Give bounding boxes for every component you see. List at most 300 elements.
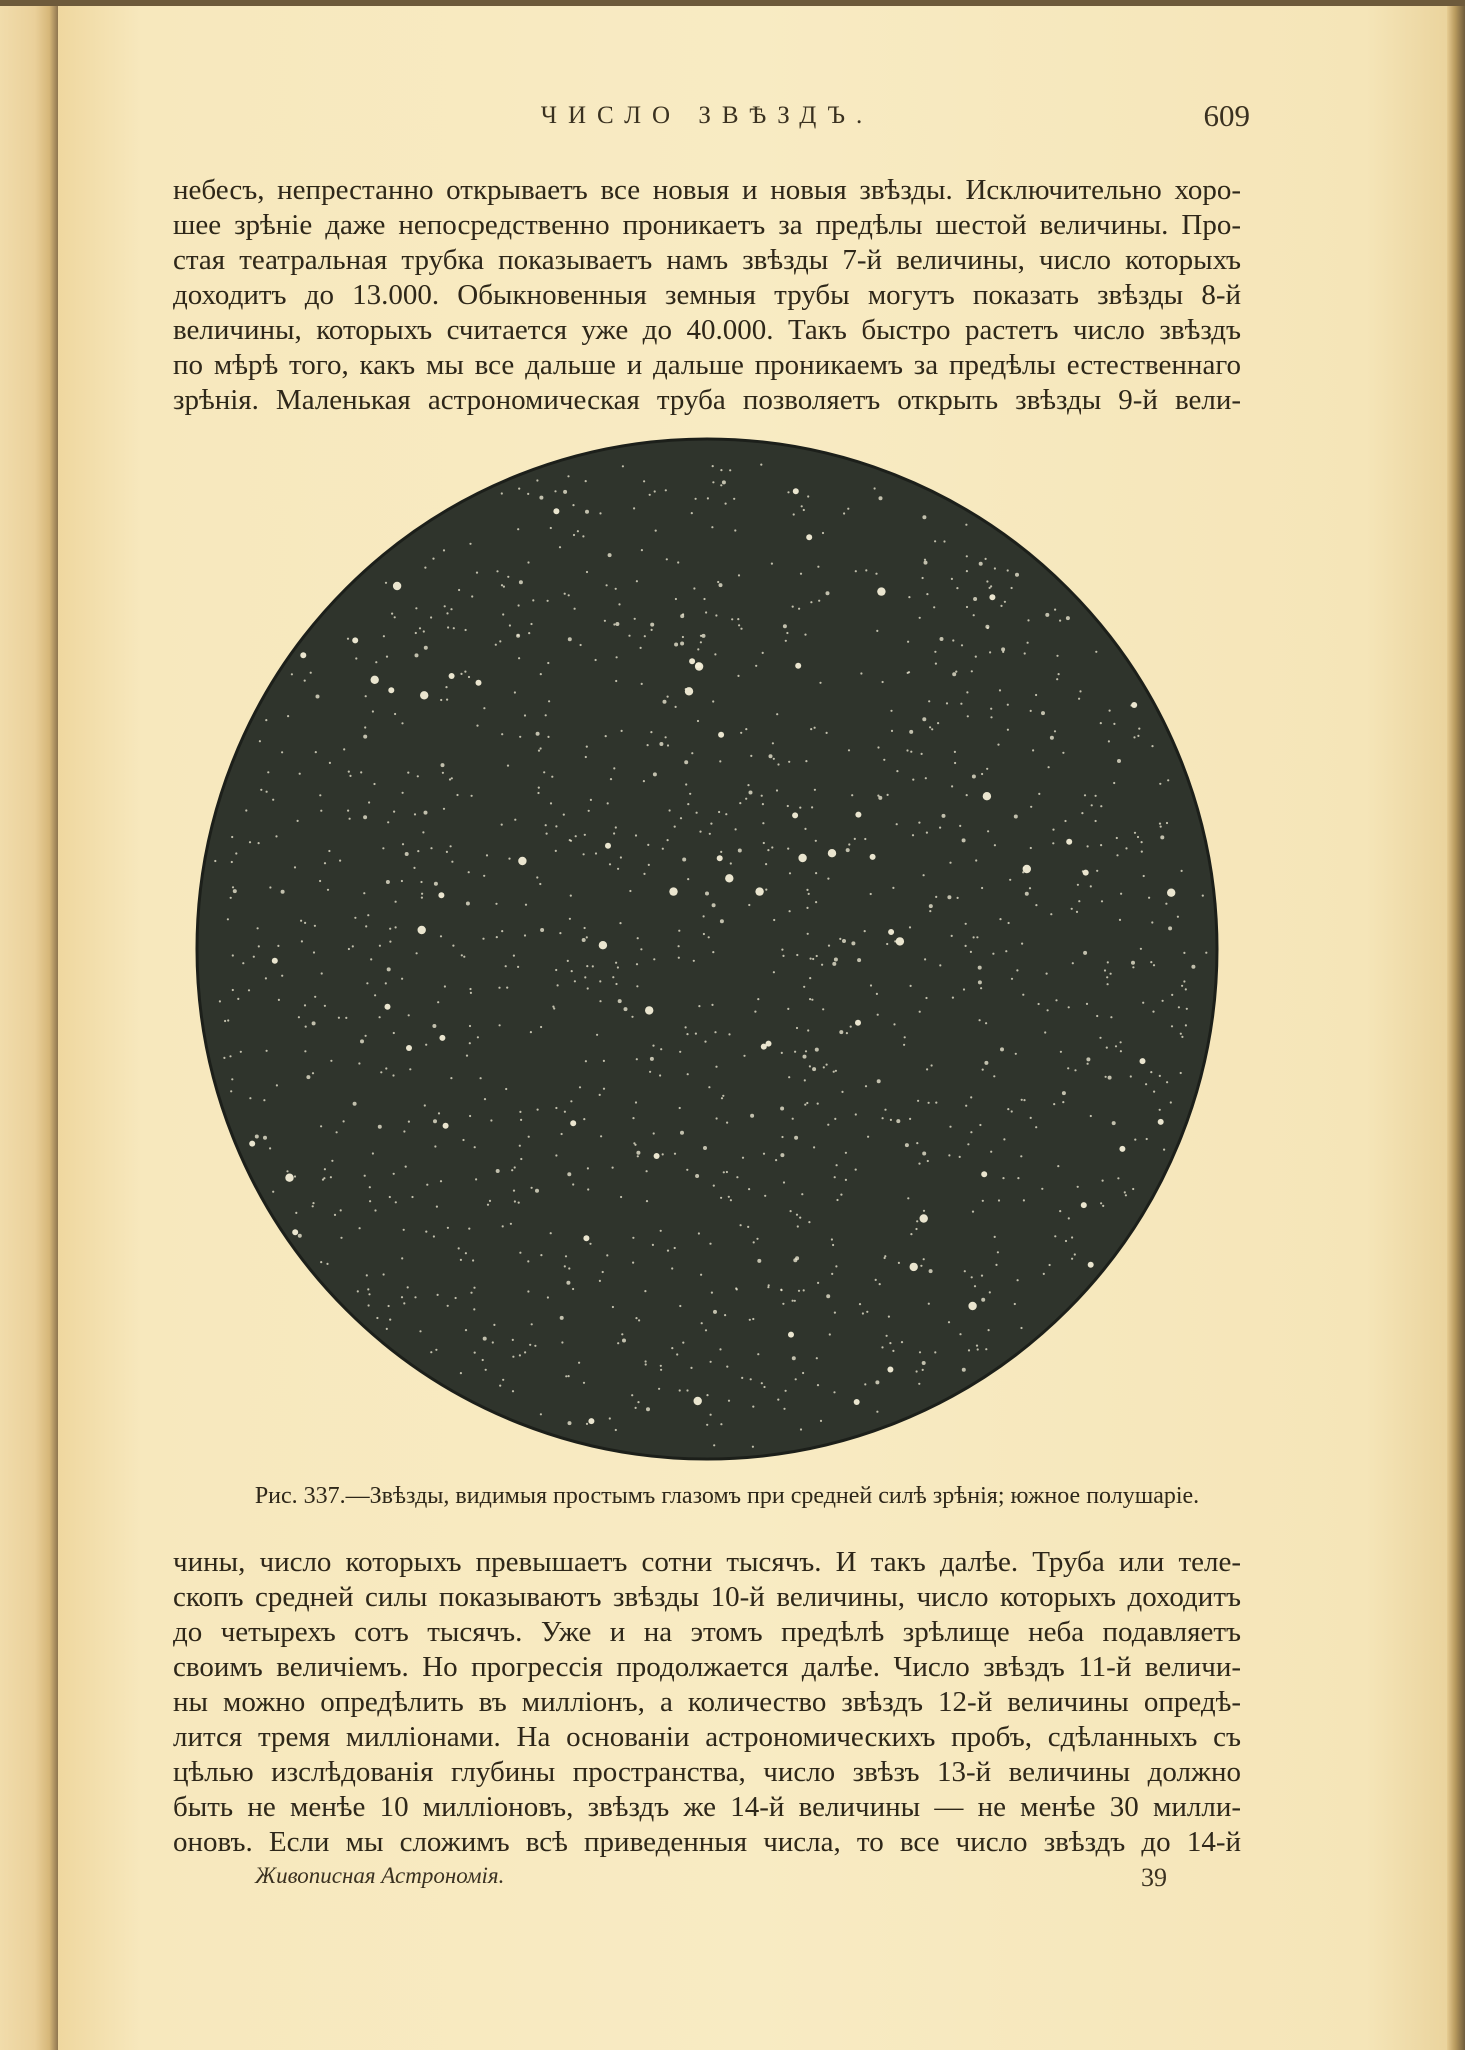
- star: [726, 1122, 728, 1124]
- star: [275, 835, 277, 837]
- star: [495, 903, 497, 905]
- text-line: ны можно опредѣлить въ милліонъ, а количество звѣздъ 12-й величины опредѣ-: [173, 1686, 1241, 1718]
- star: [671, 1267, 673, 1269]
- star: [263, 1136, 267, 1140]
- star: [336, 1131, 338, 1133]
- star: [714, 1031, 716, 1033]
- star: [401, 722, 403, 724]
- star: [461, 954, 463, 956]
- star: [622, 465, 624, 467]
- star: [1100, 1202, 1102, 1204]
- star: [637, 1155, 639, 1157]
- star: [519, 580, 523, 584]
- star: [889, 1342, 891, 1344]
- star: [1131, 961, 1135, 965]
- text-line: стая театральная трубка показываетъ намъ звѣзды 7-й величины, число которыхъ: [173, 244, 1241, 276]
- star: [998, 1199, 1000, 1201]
- star: [870, 854, 876, 860]
- star: [972, 775, 976, 779]
- star: [416, 952, 418, 954]
- star: [514, 1200, 516, 1202]
- star: [557, 984, 559, 986]
- text-line: шее зрѣніе даже непосредственно проникаетъ за предѣлы шестой величины. Про-: [173, 209, 1241, 241]
- star: [1078, 698, 1080, 700]
- star: [585, 756, 587, 758]
- star: [704, 1041, 706, 1043]
- star: [368, 801, 370, 803]
- star: [360, 771, 362, 773]
- star: [1186, 1008, 1188, 1010]
- star: [866, 1311, 868, 1313]
- star: [959, 1333, 961, 1335]
- star: [260, 789, 262, 791]
- star: [864, 1383, 866, 1385]
- star: [214, 860, 216, 862]
- star: [269, 1147, 271, 1149]
- star: [1130, 1075, 1132, 1077]
- star: [599, 980, 601, 982]
- star: [817, 1103, 819, 1105]
- star: [712, 481, 714, 483]
- star: [329, 762, 331, 764]
- star: [547, 1296, 549, 1298]
- star: [423, 630, 425, 632]
- star: [722, 480, 726, 484]
- star: [249, 841, 251, 843]
- star: [1185, 988, 1187, 990]
- star: [651, 629, 653, 631]
- star: [654, 490, 656, 492]
- star: [265, 977, 267, 979]
- star: [574, 608, 576, 610]
- star: [609, 863, 611, 865]
- star: [605, 735, 607, 737]
- star: [599, 941, 607, 949]
- star: [473, 1287, 475, 1289]
- star: [615, 680, 617, 682]
- star: [259, 740, 261, 742]
- star: [792, 1356, 796, 1360]
- star: [1130, 704, 1132, 706]
- star: [698, 1005, 700, 1007]
- star: [701, 1322, 703, 1324]
- star: [1011, 978, 1013, 980]
- star: [1043, 1273, 1045, 1275]
- signature-mark: 39: [1141, 1863, 1167, 1892]
- star: [675, 598, 677, 600]
- star: [519, 736, 521, 738]
- star: [752, 1446, 754, 1448]
- star: [1120, 1050, 1122, 1052]
- star: [315, 751, 317, 753]
- star: [1059, 620, 1061, 622]
- star: [305, 1026, 307, 1028]
- star: [990, 708, 992, 710]
- star: [449, 673, 455, 679]
- star: [383, 1273, 385, 1275]
- star: [574, 980, 576, 982]
- star: [1084, 794, 1086, 796]
- star: [1180, 1072, 1182, 1074]
- star: [855, 812, 861, 818]
- star: [1055, 999, 1057, 1001]
- star: [588, 810, 590, 812]
- star: [233, 889, 237, 893]
- star: [795, 663, 801, 669]
- star: [809, 998, 811, 1000]
- star: [1202, 895, 1204, 897]
- star: [314, 996, 316, 998]
- star: [947, 895, 951, 899]
- star: [553, 1007, 555, 1009]
- star: [331, 1160, 333, 1162]
- star: [1054, 730, 1056, 732]
- star: [1035, 694, 1037, 696]
- star: [821, 964, 823, 966]
- star: [572, 504, 574, 506]
- star: [272, 799, 274, 801]
- star: [703, 933, 705, 935]
- star: [1159, 1109, 1161, 1111]
- star: [425, 1044, 427, 1046]
- star: [988, 1329, 990, 1331]
- star: [1096, 870, 1098, 872]
- star: [365, 695, 367, 697]
- star: [705, 892, 709, 896]
- star: [634, 618, 636, 620]
- star: [636, 1151, 640, 1155]
- star: [629, 890, 631, 892]
- star: [708, 936, 710, 938]
- star: [547, 736, 549, 738]
- star: [1140, 1058, 1146, 1064]
- star: [691, 752, 693, 754]
- star: [520, 1119, 522, 1121]
- star: [584, 834, 586, 836]
- star: [767, 1286, 769, 1288]
- star: [1067, 1067, 1069, 1069]
- star: [1064, 820, 1066, 822]
- star: [524, 714, 526, 716]
- star: [382, 847, 384, 849]
- star: [468, 1228, 470, 1230]
- star: [501, 930, 503, 932]
- star: [540, 928, 544, 932]
- star: [771, 563, 773, 565]
- star: [875, 1380, 879, 1384]
- star: [788, 761, 790, 763]
- star: [1041, 711, 1045, 715]
- star: [292, 1229, 298, 1235]
- star: [287, 715, 289, 717]
- star: [794, 1300, 796, 1302]
- star: [395, 901, 397, 903]
- star: [1165, 903, 1167, 905]
- star: [896, 823, 898, 825]
- star: [1009, 879, 1011, 881]
- star: [446, 612, 448, 614]
- star: [585, 480, 587, 482]
- star: [986, 580, 988, 582]
- star: [393, 1032, 395, 1034]
- star: [846, 1032, 848, 1034]
- star: [569, 839, 571, 841]
- star: [473, 1308, 475, 1310]
- star: [1162, 1000, 1164, 1002]
- star: [257, 927, 259, 929]
- star: [702, 634, 706, 638]
- star: [918, 822, 920, 824]
- star: [967, 1143, 969, 1145]
- star: [395, 926, 397, 928]
- paragraph-bottom: [173, 1545, 1241, 1860]
- text-line: доходитъ до 13.000. Обыкновенныя земныя трубы могутъ показать звѣзды 8-й: [173, 279, 1241, 311]
- star: [989, 1291, 991, 1293]
- star: [1035, 904, 1037, 906]
- star: [804, 828, 806, 830]
- star: [970, 1096, 972, 1098]
- star: [422, 831, 424, 833]
- star: [803, 1055, 807, 1059]
- star: [612, 1306, 614, 1308]
- star: [393, 582, 401, 590]
- star: [446, 699, 448, 701]
- star: [554, 490, 556, 492]
- star: [682, 636, 684, 638]
- star: [887, 794, 889, 796]
- star: [456, 794, 458, 796]
- star: [907, 672, 909, 674]
- star: [253, 956, 255, 958]
- star: [263, 1099, 265, 1101]
- star: [536, 876, 538, 878]
- star: [312, 1021, 316, 1025]
- star: [484, 1098, 486, 1100]
- star: [862, 1312, 864, 1314]
- star: [888, 1316, 890, 1318]
- star: [674, 826, 676, 828]
- star: [975, 859, 977, 861]
- star: [617, 1342, 619, 1344]
- star: [367, 914, 369, 916]
- star: [643, 873, 645, 875]
- star: [943, 540, 945, 542]
- star: [685, 688, 687, 690]
- star: [365, 1035, 367, 1037]
- star: [617, 868, 619, 870]
- star: [984, 1061, 988, 1065]
- star: [745, 728, 747, 730]
- star: [1035, 1126, 1037, 1128]
- star: [1021, 1099, 1023, 1101]
- star: [354, 917, 356, 919]
- star: [788, 1076, 790, 1078]
- star: [875, 1279, 877, 1281]
- star: [1054, 609, 1056, 611]
- text-line: величины, которыхъ считается уже до 40.000. Такъ быстро растетъ число звѣздъ: [173, 314, 1241, 346]
- star: [1158, 1119, 1164, 1125]
- star: [1017, 1177, 1019, 1179]
- star: [1185, 1024, 1187, 1026]
- star: [1132, 1188, 1134, 1190]
- star: [319, 880, 321, 882]
- star: [834, 1312, 836, 1314]
- star: [978, 966, 982, 970]
- star: [674, 1153, 676, 1155]
- page-footer: [255, 1863, 1167, 1897]
- star: [538, 787, 540, 789]
- star: [806, 907, 808, 909]
- star: [926, 832, 928, 834]
- star: [1159, 1075, 1161, 1077]
- star: [748, 904, 750, 906]
- star: [961, 644, 963, 646]
- star: [482, 1359, 484, 1361]
- star: [967, 715, 969, 717]
- star: [712, 951, 714, 953]
- star: [922, 1152, 926, 1156]
- star: [518, 657, 520, 659]
- star: [633, 507, 635, 509]
- star: [728, 1196, 730, 1198]
- star: [394, 713, 396, 715]
- star: [994, 844, 996, 846]
- star: [994, 567, 996, 569]
- star: [537, 792, 539, 794]
- star: [339, 860, 341, 862]
- star: [304, 1050, 306, 1052]
- star: [471, 595, 473, 597]
- star: [737, 675, 739, 677]
- star: [631, 1016, 633, 1018]
- star: [725, 503, 727, 505]
- star: [971, 1276, 973, 1278]
- star: [1120, 1041, 1122, 1043]
- star: [267, 771, 269, 773]
- star: [539, 883, 541, 885]
- star: [718, 811, 720, 813]
- star: [579, 1086, 581, 1088]
- star: [935, 1102, 937, 1104]
- star: [828, 849, 836, 857]
- star: [340, 1209, 342, 1211]
- star: [942, 814, 946, 818]
- star: [652, 1045, 654, 1047]
- star: [304, 680, 306, 682]
- star: [927, 1160, 929, 1162]
- star: [230, 1090, 232, 1092]
- star: [306, 1075, 310, 1079]
- star: [1104, 969, 1106, 971]
- star: [646, 1200, 648, 1202]
- star: [851, 794, 853, 796]
- star: [620, 1196, 622, 1198]
- star: [922, 515, 926, 519]
- star: [587, 1167, 589, 1169]
- star: [939, 964, 941, 966]
- star: [834, 1118, 836, 1120]
- star: [783, 624, 787, 628]
- star: [272, 958, 278, 964]
- star: [831, 1273, 833, 1275]
- star: [483, 707, 485, 709]
- star: [531, 1187, 533, 1189]
- star: [1095, 651, 1097, 653]
- star: [606, 584, 608, 586]
- star: [854, 838, 856, 840]
- star: [752, 1318, 754, 1320]
- star: [433, 1235, 435, 1237]
- star: [859, 1303, 861, 1305]
- star: [316, 695, 320, 699]
- star: [373, 783, 375, 785]
- star: [711, 1292, 713, 1294]
- star: [571, 970, 573, 972]
- star: [1082, 870, 1084, 872]
- star: [990, 716, 992, 718]
- star: [385, 982, 387, 984]
- star: [650, 731, 652, 733]
- star: [720, 1197, 722, 1199]
- star: [567, 1172, 571, 1176]
- star: [498, 987, 500, 989]
- star: [395, 1201, 397, 1203]
- star: [916, 1370, 918, 1372]
- star: [1183, 952, 1185, 954]
- star: [224, 1020, 226, 1022]
- star: [434, 1145, 436, 1147]
- star: [719, 583, 723, 587]
- star: [496, 570, 498, 572]
- star: [814, 789, 816, 791]
- star: [460, 673, 462, 675]
- star: [755, 665, 757, 667]
- star: [573, 534, 575, 536]
- star: [910, 1233, 912, 1235]
- star: [720, 919, 724, 923]
- star: [990, 585, 992, 587]
- star: [402, 843, 404, 845]
- star: [697, 648, 699, 650]
- star: [923, 874, 925, 876]
- star: [836, 1199, 838, 1201]
- star: [314, 925, 316, 927]
- star: [1113, 723, 1115, 725]
- star: [816, 1357, 818, 1359]
- star: [749, 791, 753, 795]
- star: [550, 802, 552, 804]
- star: [1011, 587, 1013, 589]
- text-line: своимъ величіемъ. Но прогрессія продолжается далѣе. Число звѣздъ 11-й величи-: [173, 1651, 1241, 1683]
- star: [786, 632, 788, 634]
- star: [920, 1214, 928, 1222]
- star: [772, 742, 774, 744]
- star: [441, 763, 445, 767]
- star: [660, 1230, 662, 1232]
- star: [1038, 793, 1040, 795]
- star: [285, 1174, 293, 1182]
- star: [695, 1174, 699, 1178]
- star: [586, 571, 588, 573]
- star: [722, 1095, 724, 1097]
- star: [320, 1125, 322, 1127]
- star: [386, 1328, 388, 1330]
- star: [748, 1188, 750, 1190]
- star: [516, 634, 520, 638]
- star: [815, 901, 817, 903]
- star: [330, 1176, 332, 1178]
- star: [963, 988, 965, 990]
